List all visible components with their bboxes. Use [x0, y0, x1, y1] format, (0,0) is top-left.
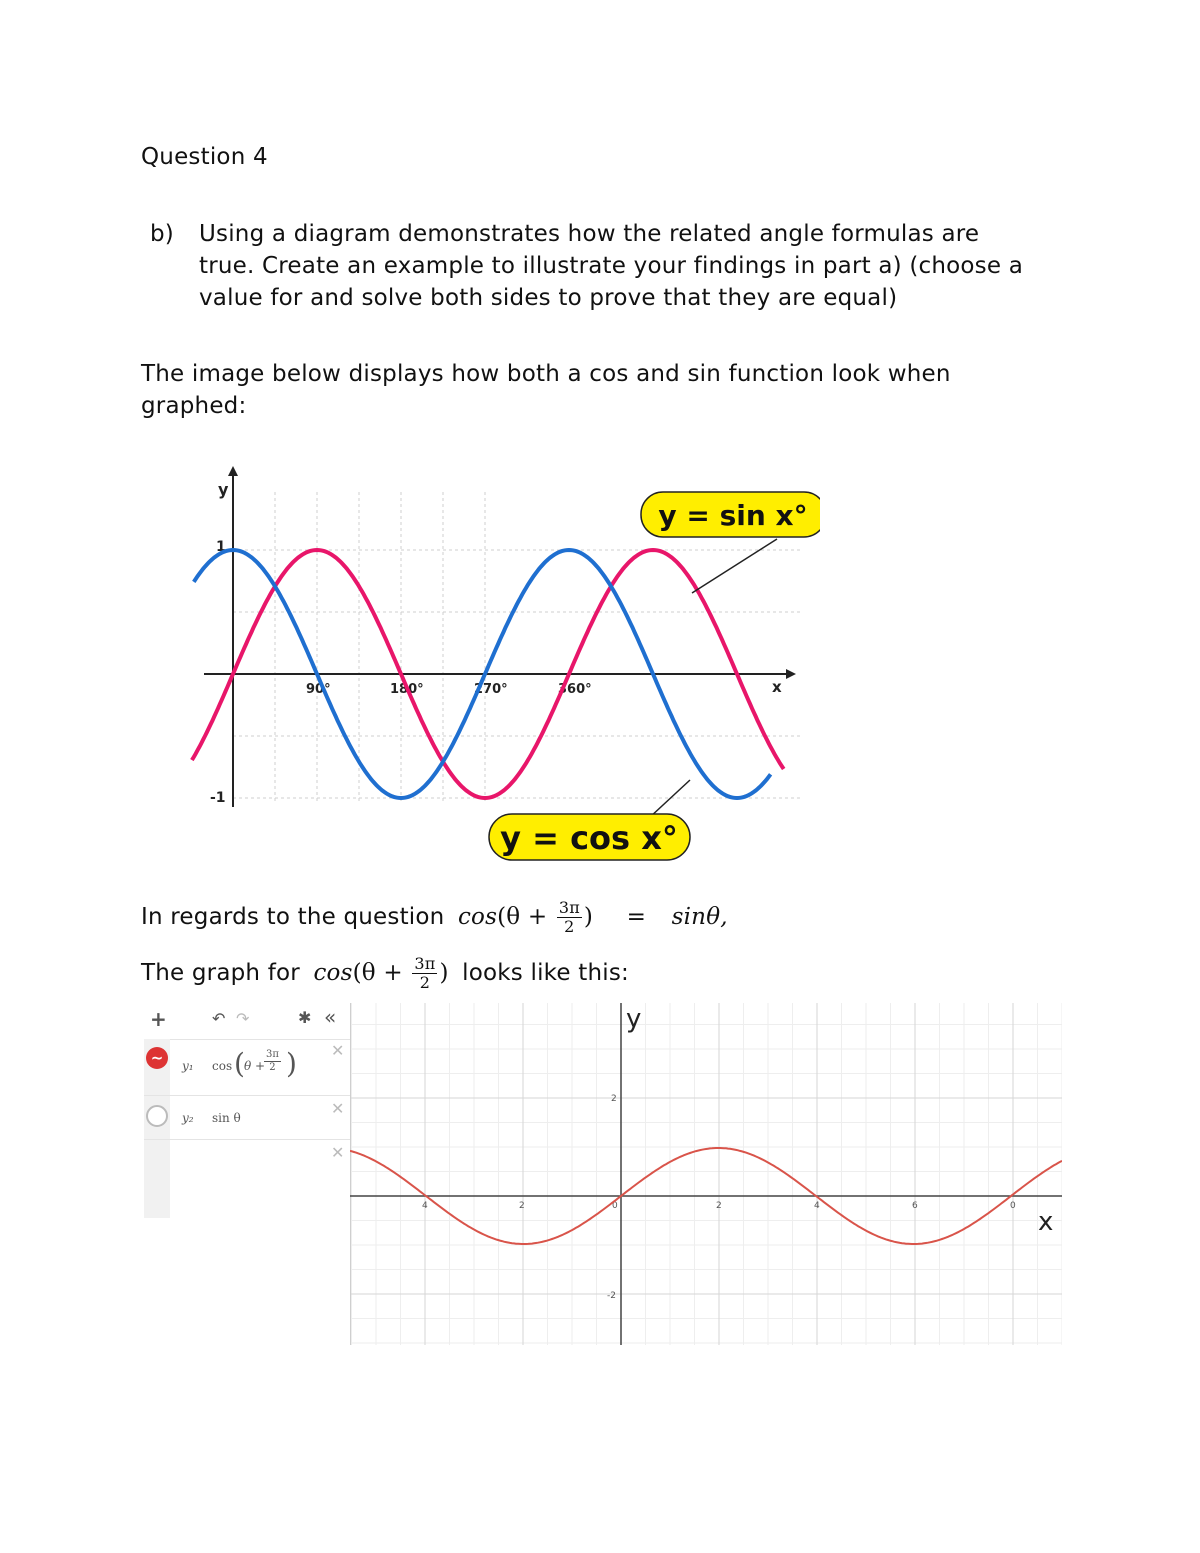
- calculator-x-tick-7: 0: [1010, 1201, 1016, 1211]
- regards-prefix: In regards to the question: [141, 904, 445, 930]
- figure1-x-arrow: [786, 669, 796, 679]
- graph-for-line: [141, 949, 629, 997]
- part-b-marker: b): [150, 221, 174, 247]
- question-title: Question 4: [141, 144, 268, 170]
- graph-toggle-icon-active[interactable]: ~: [146, 1047, 168, 1069]
- regards-equals: =: [626, 904, 647, 930]
- expression-1-fraction: [264, 1049, 281, 1074]
- expression-1-den: 2: [269, 1062, 276, 1073]
- part-b-line-3: value for and solve both sides to prove that they are equal): [199, 285, 898, 311]
- intro-line-1: The image below displays how both a cos and sin function look when: [141, 361, 951, 387]
- regards-frac-den: 2: [564, 917, 575, 936]
- regards-frac-num: 3π: [558, 898, 580, 917]
- calculator-x-tick-2: 2: [519, 1201, 525, 1211]
- part-b-line-2: true. Create an example to illustrate your findings in part a) (choose a: [199, 253, 1023, 279]
- calculator-y-label: y: [626, 1004, 642, 1034]
- cos-label: y = cos x°: [500, 819, 678, 857]
- sin-cos-figure: [180, 462, 820, 872]
- expression-row-1[interactable]: [144, 1039, 350, 1096]
- figure1-grid: [233, 492, 800, 802]
- part-b-line-1: Using a diagram demonstrates how the related angle formulas are: [199, 221, 980, 247]
- regards-fraction: [557, 899, 582, 936]
- calculator-x-tick-1: 4: [422, 1201, 428, 1211]
- close-icon[interactable]: ✕: [331, 1143, 345, 1162]
- regards-line: [141, 893, 728, 941]
- calculator-y-tick-2: 2: [611, 1094, 617, 1104]
- figure1-x-tick-270: 270°: [474, 682, 508, 697]
- graph-toggle-icon-inactive[interactable]: [146, 1105, 168, 1127]
- regards-close: ): [583, 904, 594, 930]
- expression-1-var: y₁: [182, 1059, 194, 1073]
- figure1-x-tick-180: 180°: [390, 682, 424, 697]
- regards-cos: cos: [457, 904, 498, 930]
- calculator-toolbar: [144, 1003, 350, 1040]
- intro-line-2: graphed:: [141, 393, 247, 419]
- figure1-x-label: x: [772, 678, 782, 696]
- graph-for-prefix: The graph for: [141, 960, 300, 986]
- calculator-x-tick-3: 0: [612, 1201, 618, 1211]
- calculator-y-tick-minus2: -2: [607, 1291, 616, 1301]
- graph-for-frac-den: 2: [419, 973, 431, 992]
- graph-for-suffix: looks like this:: [462, 960, 629, 986]
- sin-label-leader: [692, 539, 777, 593]
- expression-2-expr: sin θ: [212, 1111, 241, 1125]
- graph-for-close: ): [439, 960, 449, 986]
- gear-icon[interactable]: ✱: [298, 1008, 312, 1027]
- graph-for-frac-num: 3π: [414, 954, 436, 973]
- expression-1-paren-open: (: [234, 1047, 245, 1080]
- calculator-x-tick-5: 4: [814, 1201, 820, 1211]
- collapse-icon[interactable]: «: [324, 1005, 337, 1029]
- redo-icon[interactable]: ↷: [236, 1009, 250, 1028]
- plus-icon[interactable]: +: [150, 1007, 167, 1031]
- graph-for-open: (θ +: [352, 960, 403, 986]
- regards-open: (θ +: [497, 904, 548, 930]
- graph-for-cos: cos: [313, 960, 353, 986]
- expression-1-paren-close: ): [286, 1047, 297, 1080]
- regards-rhs: sinθ,: [671, 904, 728, 930]
- sin-label: y = sin x°: [658, 499, 808, 532]
- expression-1-inner: θ +: [244, 1059, 266, 1073]
- close-icon[interactable]: ✕: [331, 1099, 345, 1118]
- expression-1-prefix: cos: [212, 1059, 233, 1073]
- figure1-x-tick-90: 90°: [306, 682, 331, 697]
- calculator-x-label: x: [1038, 1207, 1054, 1237]
- figure1-x-tick-360: 360°: [558, 682, 592, 697]
- figure1-y-tick-minus1: -1: [210, 790, 226, 806]
- expression-2-var: y₂: [182, 1111, 194, 1125]
- calculator-expression-panel: [144, 1003, 350, 1218]
- figure1-y-arrow: [228, 466, 238, 476]
- figure1-y-label: y: [218, 480, 229, 499]
- expression-1-num: 3π: [266, 1049, 279, 1060]
- calculator-x-tick-4: 2: [716, 1201, 722, 1211]
- expression-row-2[interactable]: [144, 1095, 350, 1140]
- calculator-x-tick-6: 6: [912, 1201, 918, 1211]
- close-icon[interactable]: ✕: [331, 1041, 345, 1060]
- calculator-graph[interactable]: [350, 1003, 1062, 1345]
- expression-row-empty[interactable]: [144, 1139, 350, 1183]
- figure1-y-tick-1: 1: [216, 539, 226, 555]
- undo-icon[interactable]: ↶: [212, 1009, 226, 1028]
- graph-for-fraction: [412, 955, 437, 992]
